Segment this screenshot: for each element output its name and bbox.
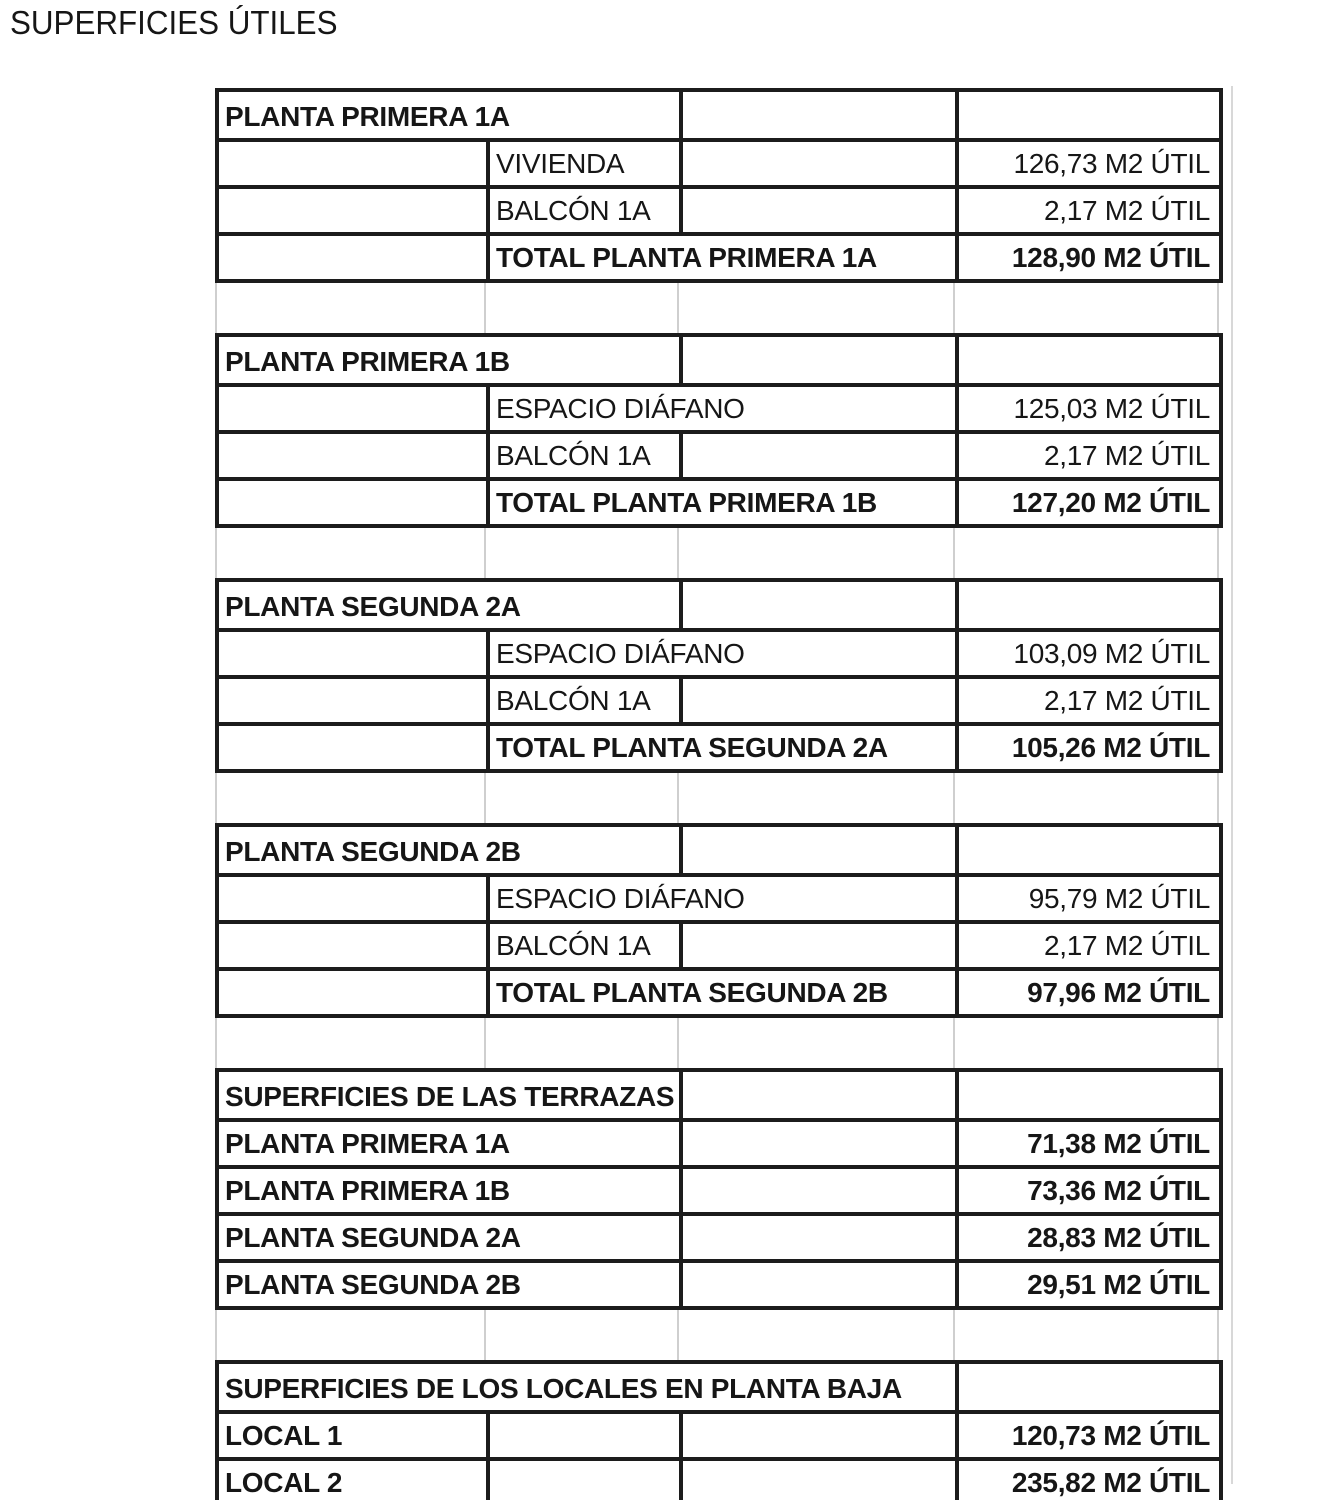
empty-cell xyxy=(681,922,957,969)
row-label: ESPACIO DIÁFANO xyxy=(488,385,957,432)
empty-cell xyxy=(217,234,488,281)
gridline xyxy=(953,283,955,333)
table-planta-primera-1b xyxy=(215,333,1223,528)
total-row-value: 128,90 M2 ÚTIL xyxy=(957,234,1221,281)
spreadsheet-gap-row xyxy=(215,1018,1219,1068)
gridline xyxy=(953,1310,955,1360)
row-value: 95,79 M2 ÚTIL xyxy=(957,875,1221,922)
gridline xyxy=(677,1310,679,1360)
row-value: 103,09 M2 ÚTIL xyxy=(957,630,1221,677)
row-value: 126,73 M2 ÚTIL xyxy=(957,140,1221,187)
empty-cell xyxy=(957,825,1221,875)
row-label: BALCÓN 1A xyxy=(488,922,681,969)
empty-cell xyxy=(957,335,1221,385)
row-value: 2,17 M2 ÚTIL xyxy=(957,187,1221,234)
empty-cell xyxy=(957,90,1221,140)
row-value: 2,17 M2 ÚTIL xyxy=(957,432,1221,479)
empty-cell xyxy=(217,140,488,187)
row-label: PLANTA PRIMERA 1B xyxy=(217,1167,681,1214)
total-row-label: TOTAL PLANTA PRIMERA 1B xyxy=(488,479,957,526)
row-value: 28,83 M2 ÚTIL xyxy=(957,1214,1221,1261)
row-value: 2,17 M2 ÚTIL xyxy=(957,677,1221,724)
gridline xyxy=(215,1310,217,1360)
spreadsheet-gap-row xyxy=(215,283,1219,333)
gridline xyxy=(953,528,955,578)
empty-cell xyxy=(217,479,488,526)
row-label: PLANTA PRIMERA 1A xyxy=(217,1120,681,1167)
empty-cell xyxy=(488,1412,681,1459)
row-label: PLANTA SEGUNDA 2A xyxy=(217,1214,681,1261)
empty-cell xyxy=(217,432,488,479)
row-label: BALCÓN 1A xyxy=(488,432,681,479)
empty-cell xyxy=(681,580,957,630)
gridline xyxy=(1217,1310,1219,1360)
section-header: PLANTA PRIMERA 1B xyxy=(217,335,681,385)
row-label: VIVIENDA xyxy=(488,140,681,187)
empty-cell xyxy=(681,1070,957,1120)
row-label: BALCÓN 1A xyxy=(488,677,681,724)
empty-cell xyxy=(217,922,488,969)
page-title: SUPERFICIES ÚTILES xyxy=(10,4,338,41)
row-value: 125,03 M2 ÚTIL xyxy=(957,385,1221,432)
empty-cell xyxy=(681,1261,957,1308)
table-planta-primera-1a xyxy=(215,88,1223,283)
gridline xyxy=(215,283,217,333)
empty-cell xyxy=(681,1459,957,1500)
empty-cell xyxy=(681,90,957,140)
row-label: ESPACIO DIÁFANO xyxy=(488,875,957,922)
gridline xyxy=(1217,528,1219,578)
section-header: PLANTA SEGUNDA 2B xyxy=(217,825,681,875)
total-row-value: 127,20 M2 ÚTIL xyxy=(957,479,1221,526)
gridline xyxy=(953,1018,955,1068)
empty-cell xyxy=(957,1070,1221,1120)
tables-stack xyxy=(215,88,1219,1500)
empty-cell xyxy=(681,187,957,234)
row-label: ESPACIO DIÁFANO xyxy=(488,630,957,677)
empty-cell xyxy=(681,1120,957,1167)
gridline xyxy=(677,773,679,823)
spreadsheet-gap-row xyxy=(215,1310,1219,1360)
empty-cell xyxy=(217,677,488,724)
row-value: 235,82 M2 ÚTIL xyxy=(957,1459,1221,1500)
gridline xyxy=(484,1018,486,1068)
empty-cell xyxy=(488,1459,681,1500)
gridline xyxy=(953,773,955,823)
row-value: 73,36 M2 ÚTIL xyxy=(957,1167,1221,1214)
empty-cell xyxy=(957,1362,1221,1412)
gridline xyxy=(677,1018,679,1068)
total-row-label: TOTAL PLANTA PRIMERA 1A xyxy=(488,234,957,281)
section-header: PLANTA SEGUNDA 2A xyxy=(217,580,681,630)
gridline xyxy=(1217,773,1219,823)
spreadsheet-gridline-right xyxy=(1231,86,1233,1484)
gridline xyxy=(484,528,486,578)
row-label: BALCÓN 1A xyxy=(488,187,681,234)
row-value: 2,17 M2 ÚTIL xyxy=(957,922,1221,969)
empty-cell xyxy=(217,724,488,771)
empty-cell xyxy=(681,1412,957,1459)
row-value: 120,73 M2 ÚTIL xyxy=(957,1412,1221,1459)
section-header: PLANTA PRIMERA 1A xyxy=(217,90,681,140)
table-planta-segunda-2b xyxy=(215,823,1223,1018)
row-label: PLANTA SEGUNDA 2B xyxy=(217,1261,681,1308)
total-row-value: 105,26 M2 ÚTIL xyxy=(957,724,1221,771)
empty-cell xyxy=(681,140,957,187)
empty-cell xyxy=(217,875,488,922)
row-value: 29,51 M2 ÚTIL xyxy=(957,1261,1221,1308)
empty-cell xyxy=(957,580,1221,630)
gridline xyxy=(215,773,217,823)
total-row-value: 97,96 M2 ÚTIL xyxy=(957,969,1221,1016)
empty-cell xyxy=(681,825,957,875)
table-superficies-terrazas xyxy=(215,1068,1223,1310)
empty-cell xyxy=(217,630,488,677)
gridline xyxy=(1217,283,1219,333)
gridline xyxy=(484,283,486,333)
empty-cell xyxy=(681,1167,957,1214)
row-label: LOCAL 2 xyxy=(217,1459,488,1500)
empty-cell xyxy=(217,187,488,234)
empty-cell xyxy=(681,432,957,479)
empty-cell xyxy=(217,969,488,1016)
gridline xyxy=(215,1018,217,1068)
gridline xyxy=(484,1310,486,1360)
gridline xyxy=(677,283,679,333)
table-superficies-locales xyxy=(215,1360,1223,1500)
section-header: SUPERFICIES DE LAS TERRAZAS xyxy=(217,1070,681,1120)
total-row-label: TOTAL PLANTA SEGUNDA 2A xyxy=(488,724,957,771)
row-label: LOCAL 1 xyxy=(217,1412,488,1459)
gridline xyxy=(677,528,679,578)
row-value: 71,38 M2 ÚTIL xyxy=(957,1120,1221,1167)
empty-cell xyxy=(217,385,488,432)
section-header: SUPERFICIES DE LOS LOCALES EN PLANTA BAJA xyxy=(217,1362,957,1412)
total-row-label: TOTAL PLANTA SEGUNDA 2B xyxy=(488,969,957,1016)
spreadsheet-gap-row xyxy=(215,773,1219,823)
gridline xyxy=(484,773,486,823)
spreadsheet-gap-row xyxy=(215,528,1219,578)
gridline xyxy=(215,528,217,578)
gridline xyxy=(1217,1018,1219,1068)
empty-cell xyxy=(681,1214,957,1261)
empty-cell xyxy=(681,335,957,385)
table-planta-segunda-2a xyxy=(215,578,1223,773)
empty-cell xyxy=(681,677,957,724)
